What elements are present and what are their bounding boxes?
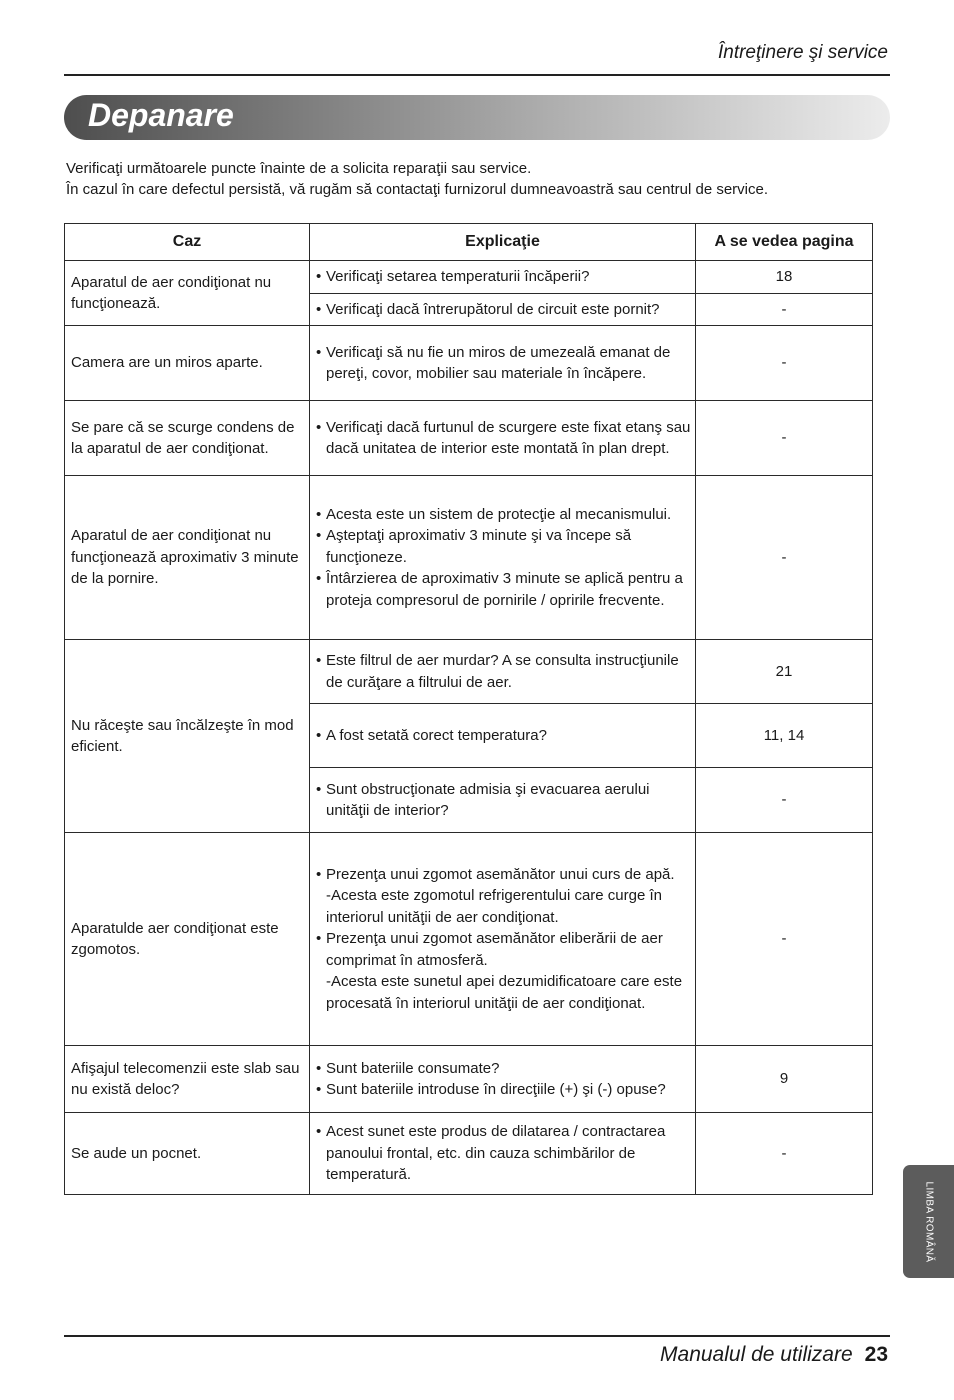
page-cell: - — [696, 476, 873, 640]
table-row — [65, 1046, 873, 1113]
explanation-item: • Verificaţi dacă întrerupătorul de circuit este pornit? — [316, 299, 695, 321]
explanation-item: • Verificaţi setarea temperaturii încăperii? — [316, 266, 695, 288]
explanation-item: • A fost setată corect temperatura? — [316, 725, 695, 747]
manual-title: Manualul de utilizare — [660, 1343, 853, 1366]
table-row — [65, 476, 873, 640]
explanation-item: • Acest sunet este produs de dilatarea / contractarea panoului frontal, etc. din cauza schimbărilor de temperatură. — [316, 1121, 695, 1186]
explanation-cell — [310, 326, 696, 401]
explanation-subitem — [316, 885, 695, 928]
explanation-item: • Verificaţi dacă furtunul de scurgere este fixat etanş sau dacă unitatea de interior este montată în plan drept. — [316, 417, 695, 460]
table-row — [65, 640, 873, 704]
explanation-item: • Prezenţa unui zgomot asemănător unui curs de apă. — [316, 864, 695, 886]
page-cell: - — [696, 833, 873, 1046]
page-cell: 11, 14 — [696, 704, 873, 768]
table-row — [65, 401, 873, 476]
case-cell: Se aude un pocnet. — [65, 1113, 310, 1195]
page-cell: 9 — [696, 1046, 873, 1113]
explanation-subitem — [316, 971, 695, 1014]
page-cell: 18 — [696, 261, 873, 294]
explanation-item: • Sunt obstrucţionate admisia şi evacuarea aerului unităţii de interior? — [316, 779, 695, 822]
language-tab — [903, 1165, 954, 1278]
page-number: 23 — [864, 1343, 888, 1366]
troubleshooting-table — [64, 223, 873, 1195]
explanation-subitem-text: -Acesta este sunetul apei dezumidificatoare care este procesată în interiorul unităţii de aer condiţionat. — [326, 973, 683, 1012]
explanation-item: • Întârzierea de aproximativ 3 minute se aplică pentru a proteja compresorul de pornirile / opririle frecvente. — [316, 568, 695, 611]
explanation-cell — [310, 401, 696, 476]
title-banner — [64, 95, 890, 140]
page-cell: - — [696, 294, 873, 326]
column-header-explanation: Explicaţie — [310, 224, 696, 261]
table-row — [65, 1113, 873, 1195]
intro-line: În cazul în care defectul persistă, vă rugăm să contactaţi furnizorul dumneavoastră sau centrul de service. — [66, 181, 769, 198]
explanation-item: • Verificaţi să nu fie un miros de umezeală emanat de pereţi, covor, mobilier sau materiale în încăpere. — [316, 342, 695, 385]
explanation-item: • Prezenţa unui zgomot asemănător eliberării de aer comprimat în atmosferă. — [316, 928, 695, 971]
table-row — [65, 326, 873, 401]
explanation-cell — [310, 704, 696, 768]
explanation-cell — [310, 294, 696, 326]
explanation-subitem-text: -Acesta este zgomotul refrigerentului care curge în interiorul unităţii de aer condiţionat. — [326, 887, 662, 926]
explanation-cell — [310, 768, 696, 833]
table-row — [65, 833, 873, 1046]
table-header-row — [65, 224, 873, 261]
column-header-page: A se vedea pagina — [696, 224, 873, 261]
intro-line: Verificaţi următoarele puncte înainte de a solicita reparaţii sau service. — [66, 160, 532, 177]
page-cell: - — [696, 1113, 873, 1195]
case-cell: Nu răceşte sau încălzeşte în mod eficient. — [65, 640, 310, 833]
explanation-cell — [310, 1113, 696, 1195]
explanation-item: • Acesta este un sistem de protecţie al mecanismului. — [316, 504, 695, 526]
explanation-cell — [310, 833, 696, 1046]
footer-rule — [64, 1335, 890, 1337]
page-title: Depanare — [88, 97, 234, 133]
case-cell: Aparatulde aer condiţionat este zgomotos. — [65, 833, 310, 1046]
page-cell: - — [696, 326, 873, 401]
page-cell: 21 — [696, 640, 873, 704]
intro-text — [66, 158, 768, 200]
table-row — [65, 261, 873, 294]
page-cell: - — [696, 768, 873, 833]
column-header-case: Caz — [65, 224, 310, 261]
case-cell: Camera are un miros aparte. — [65, 326, 310, 401]
footer — [660, 1343, 888, 1367]
explanation-cell — [310, 261, 696, 294]
explanation-item: • Este filtrul de aer murdar? A se consulta instrucţiunile de curăţare a filtrului de aer. — [316, 650, 695, 693]
explanation-item: • Sunt bateriile consumate? — [316, 1058, 695, 1080]
case-cell: Aparatul de aer condiţionat nu funcţionează. — [65, 261, 310, 326]
case-cell: Aparatul de aer condiţionat nu funcţionează aproximativ 3 minute de la pornire. — [65, 476, 310, 640]
explanation-item: • Aşteptaţi aproximativ 3 minute şi va începe să funcţioneze. — [316, 525, 695, 568]
case-cell: Se pare că se scurge condens de la aparatul de aer condiţionat. — [65, 401, 310, 476]
case-cell: Afişajul telecomenzii este slab sau nu există deloc? — [65, 1046, 310, 1113]
explanation-cell — [310, 1046, 696, 1113]
header-rule — [64, 74, 890, 76]
language-tab-label: LIMBA ROMÂNĂ — [923, 1181, 934, 1262]
page-cell: - — [696, 401, 873, 476]
explanation-cell — [310, 476, 696, 640]
section-header: Întreţinere şi service — [717, 42, 888, 63]
explanation-item: • Sunt bateriile introduse în direcţiile (+) şi (-) opuse? — [316, 1079, 695, 1101]
explanation-cell — [310, 640, 696, 704]
